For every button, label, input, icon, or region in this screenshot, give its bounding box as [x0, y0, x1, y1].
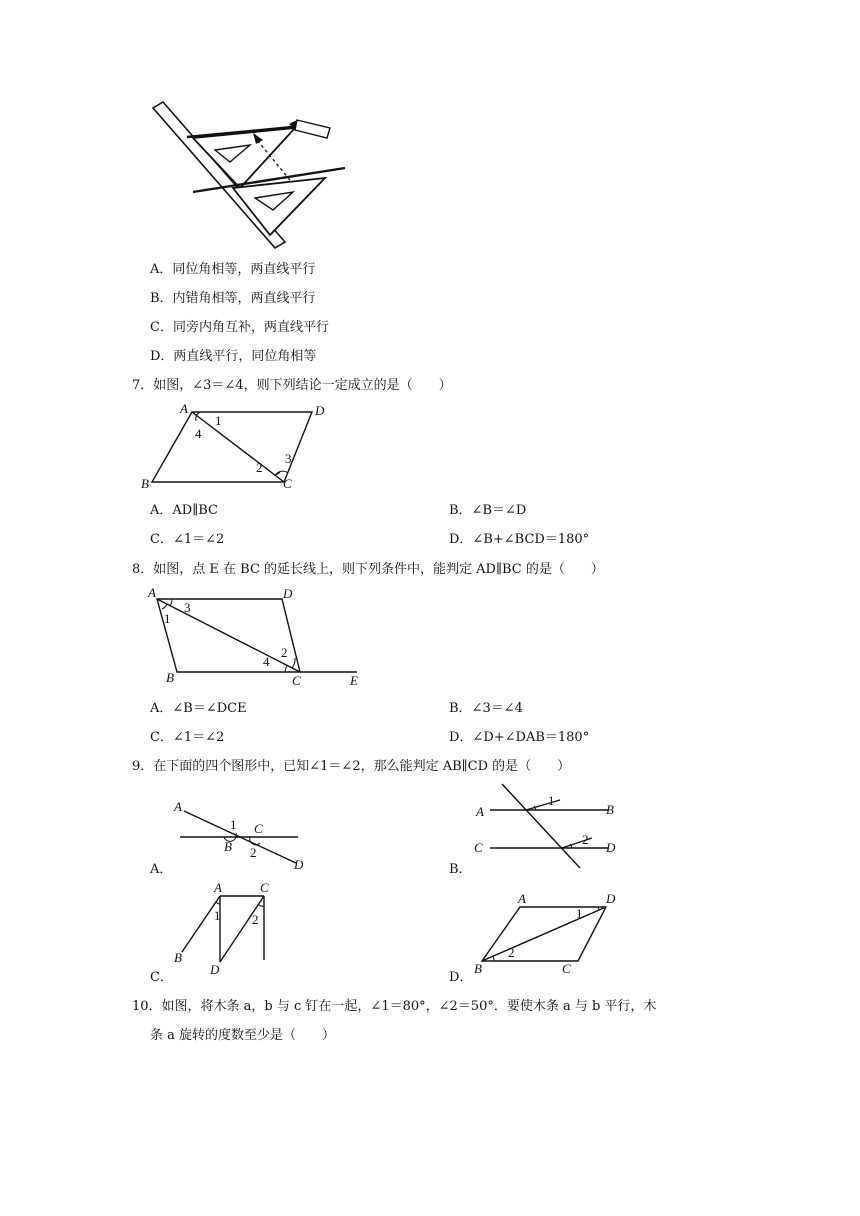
q9-figure-a — [168, 795, 308, 875]
q9c-label-d: D — [210, 962, 220, 975]
q9-figure-b — [470, 780, 630, 870]
q10-stem-line2: 条 a 旋转的度数至少是（ ） — [150, 1028, 336, 1043]
q8-option-c: C．∠1＝∠2 — [150, 730, 225, 745]
q9c-label-c: C — [260, 880, 269, 895]
q7-option-c: C．∠1＝∠2 — [150, 532, 225, 547]
q9b-angle-1: 1 — [548, 793, 555, 808]
q9a-label-c: C — [254, 821, 263, 836]
q9-stem: 9．在下面的四个图形中，已知∠1＝∠2，那么能判定 AB∥CD 的是（ ） — [132, 759, 571, 774]
ruler-setsquare-figure — [145, 100, 355, 255]
q6-option-c: C．同旁内角互补，两直线平行 — [150, 320, 329, 335]
q9-figure-c — [168, 880, 288, 975]
q9-option-a-label: A． — [150, 862, 173, 877]
q8-label-a: A — [148, 585, 156, 600]
q7-label-d: D — [315, 403, 325, 418]
q9c-angle-2: 2 — [252, 912, 259, 927]
q8-angle-1: 1 — [164, 611, 171, 626]
q8-stem: 8．如图，点 E 在 BC 的延长线上，则下列条件中，能判定 AD∥BC 的是（ ） — [132, 562, 604, 577]
q9d-label-c: C — [562, 961, 571, 975]
q7-angle-4: 4 — [195, 426, 202, 441]
q6-option-b: B．内错角相等，两直线平行 — [150, 291, 316, 306]
q8-parallelogram-figure — [142, 585, 367, 687]
q7-option-a: A．AD∥BC — [150, 503, 218, 518]
q9d-angle-1: 1 — [576, 906, 583, 921]
q9d-label-b: B — [474, 961, 482, 975]
q7-label-c: C — [283, 476, 292, 491]
q8-label-b: B — [166, 670, 174, 685]
q9c-label-a: A — [214, 880, 222, 895]
q8-angle-4: 4 — [263, 654, 270, 669]
q9d-label-a: A — [518, 891, 526, 906]
q9b-label-c: C — [474, 840, 483, 855]
q10-stem-line1: 10．如图，将木条 a，b 与 c 钉在一起，∠1＝80°，∠2＝50°．要使木条 a 与 b 平行，木 — [132, 999, 657, 1014]
q9a-label-b: B — [224, 839, 232, 854]
q9c-angle-1: 1 — [214, 908, 221, 923]
q7-label-b: B — [141, 476, 149, 491]
q7-stem: 7．如图，∠3＝∠4，则下列结论一定成立的是（ ） — [132, 378, 452, 393]
q9-option-b-label: B． — [449, 862, 472, 877]
q9a-label-a: A — [174, 799, 182, 814]
q9a-angle-2: 2 — [250, 845, 257, 860]
q9b-label-b: B — [606, 802, 614, 817]
q6-option-a: A．同位角相等，两直线平行 — [150, 262, 316, 277]
q8-option-a: A．∠B＝∠DCE — [150, 701, 247, 716]
q7-option-b: B．∠B＝∠D — [449, 503, 527, 518]
q7-option-d: D．∠B+∠BCD＝180° — [449, 532, 590, 547]
q9-figure-d — [470, 885, 620, 975]
q9d-label-d: D — [606, 891, 616, 906]
q9a-label-d: D — [294, 857, 304, 872]
q6-option-d: D．两直线平行，同位角相等 — [150, 349, 317, 364]
q8-angle-2: 2 — [281, 645, 288, 660]
q8-label-c: C — [292, 673, 301, 687]
q7-angle-3: 3 — [285, 451, 292, 466]
q7-angle-1: 1 — [215, 413, 222, 428]
q9b-angle-2: 2 — [582, 832, 589, 847]
q8-label-d: D — [283, 586, 293, 601]
q8-option-b: B．∠3＝∠4 — [449, 701, 523, 716]
q9d-angle-2: 2 — [508, 945, 515, 960]
q9-option-c-label: C． — [150, 970, 173, 985]
q8-option-d: D．∠D+∠DAB＝180° — [449, 730, 590, 745]
q8-label-e: E — [350, 673, 358, 687]
q7-angle-2: 2 — [256, 460, 263, 475]
q9b-label-d: D — [606, 840, 616, 855]
q8-angle-3: 3 — [184, 600, 191, 615]
q7-label-a: A — [180, 401, 188, 416]
q9-option-d-label: D． — [449, 970, 473, 985]
q9a-angle-1: 1 — [230, 817, 237, 832]
q9b-label-a: A — [476, 804, 484, 819]
q7-parallelogram-figure — [140, 400, 340, 492]
q9c-label-b: B — [174, 950, 182, 965]
